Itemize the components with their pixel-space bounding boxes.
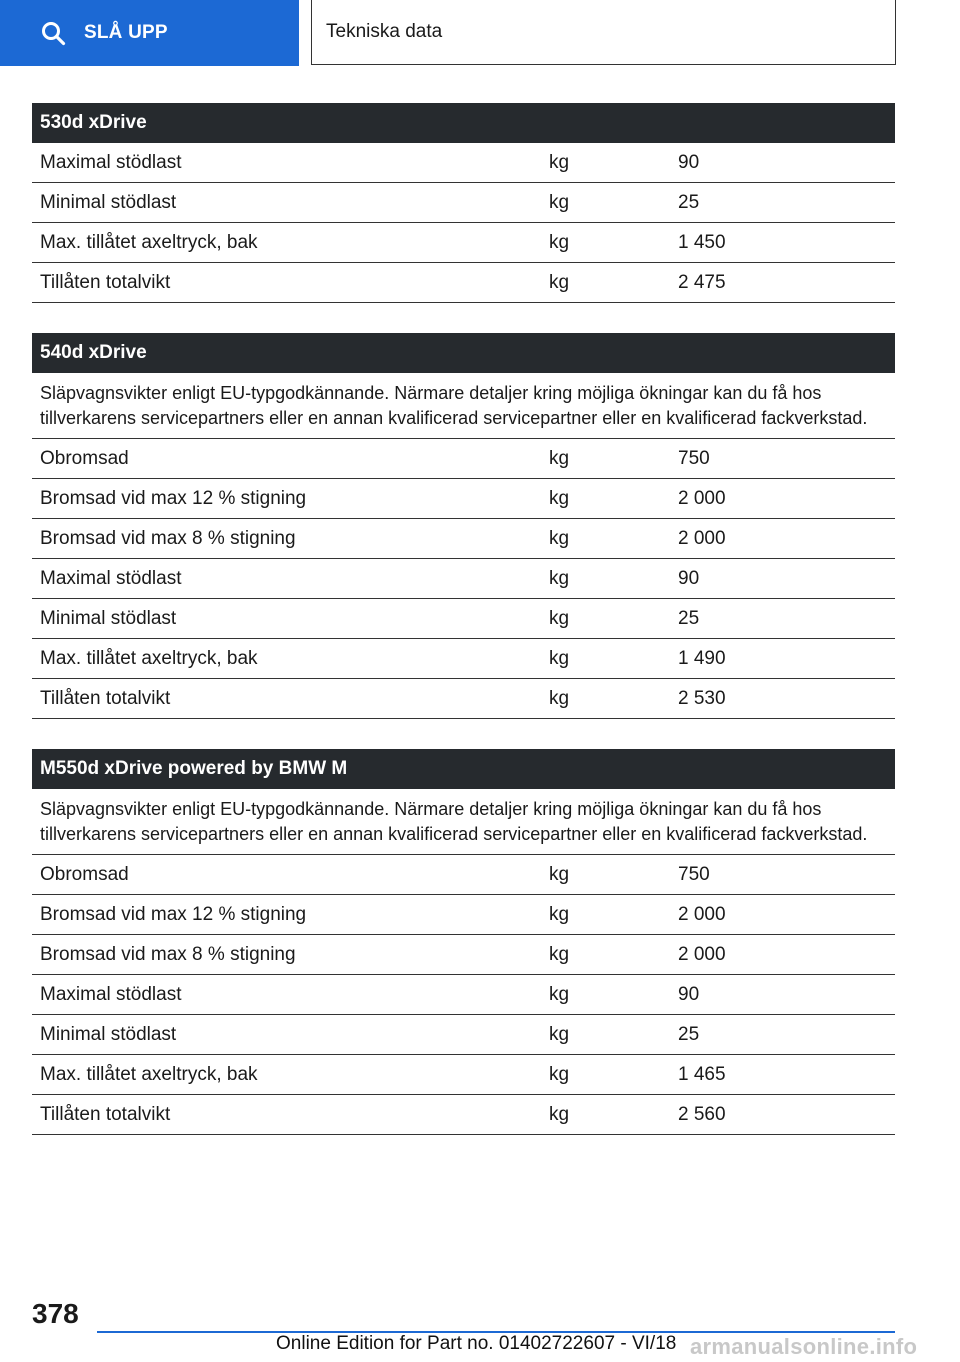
spec-section bbox=[32, 749, 895, 1135]
row-label: Maximal stödlast bbox=[40, 983, 182, 1005]
row-unit: kg bbox=[549, 687, 570, 709]
row-unit: kg bbox=[549, 567, 570, 589]
row-value: 25 bbox=[678, 607, 700, 629]
table-row bbox=[32, 679, 895, 719]
row-label: Tillåten totalvikt bbox=[40, 1103, 171, 1125]
row-unit: kg bbox=[549, 863, 570, 885]
row-unit: kg bbox=[549, 1063, 570, 1085]
section-title: 530d xDrive bbox=[32, 103, 895, 143]
search-button[interactable] bbox=[0, 0, 299, 66]
row-value: 1 450 bbox=[678, 231, 726, 253]
section-title: M550d xDrive powered by BMW M bbox=[32, 749, 895, 789]
row-value: 25 bbox=[678, 1023, 700, 1045]
row-value: 2 000 bbox=[678, 527, 726, 549]
row-label: Obromsad bbox=[40, 863, 129, 885]
page-number: 378 bbox=[32, 1298, 79, 1329]
row-value: 2 560 bbox=[678, 1103, 726, 1125]
row-label: Minimal stödlast bbox=[40, 607, 177, 629]
page-footer bbox=[0, 1290, 960, 1362]
row-value: 25 bbox=[678, 191, 700, 213]
row-label: Bromsad vid max 8 % stigning bbox=[40, 943, 296, 965]
row-unit: kg bbox=[549, 271, 570, 293]
row-label: Minimal stödlast bbox=[40, 1023, 177, 1045]
row-label: Maximal stödlast bbox=[40, 567, 182, 589]
table-row bbox=[32, 639, 895, 679]
row-value: 1 465 bbox=[678, 1063, 726, 1085]
row-value: 750 bbox=[678, 863, 710, 885]
row-label: Max. tillåtet axeltryck, bak bbox=[40, 647, 258, 669]
row-label: Bromsad vid max 12 % stigning bbox=[40, 487, 307, 509]
row-unit: kg bbox=[549, 983, 570, 1005]
table-row bbox=[32, 1095, 895, 1135]
table-row bbox=[32, 479, 895, 519]
row-unit: kg bbox=[549, 487, 570, 509]
row-value: 90 bbox=[678, 151, 700, 173]
row-unit: kg bbox=[549, 943, 570, 965]
section-note: Släpvagnsvikter enligt EU-typgodkännande. Närmare detaljer kring möjliga ökningar kan du få hos tillverkarens servicepartners eller en annan kvalificerad servicepartner eller en kvalificerad fackverkstad. bbox=[32, 373, 895, 439]
page-title: Tekniska data bbox=[311, 0, 896, 65]
row-value: 1 490 bbox=[678, 647, 726, 669]
spec-section bbox=[32, 103, 895, 303]
table-row bbox=[32, 895, 895, 935]
row-unit: kg bbox=[549, 607, 570, 629]
row-value: 90 bbox=[678, 983, 700, 1005]
row-value: 750 bbox=[678, 447, 710, 469]
table-row bbox=[32, 223, 895, 263]
table-row bbox=[32, 1055, 895, 1095]
row-label: Tillåten totalvikt bbox=[40, 271, 171, 293]
table-row bbox=[32, 439, 895, 479]
row-unit: kg bbox=[549, 903, 570, 925]
row-unit: kg bbox=[549, 231, 570, 253]
row-unit: kg bbox=[549, 151, 570, 173]
spec-section bbox=[32, 333, 895, 719]
watermark: armanualsonline.info bbox=[690, 1334, 918, 1359]
row-unit: kg bbox=[549, 191, 570, 213]
table-row bbox=[32, 855, 895, 895]
row-label: Bromsad vid max 12 % stigning bbox=[40, 903, 307, 925]
search-button-label: SLÅ UPP bbox=[84, 22, 168, 43]
row-label: Max. tillåtet axeltryck, bak bbox=[40, 1063, 258, 1085]
section-note: Släpvagnsvikter enligt EU-typgodkännande. Närmare detaljer kring möjliga ökningar kan du få hos tillverkarens servicepartners eller en annan kvalificerad servicepartner eller en kvalificerad fackverkstad. bbox=[32, 789, 895, 855]
top-bar bbox=[0, 0, 960, 66]
table-row bbox=[32, 935, 895, 975]
row-value: 2 000 bbox=[678, 903, 726, 925]
table-row bbox=[32, 143, 895, 183]
row-value: 2 000 bbox=[678, 943, 726, 965]
search-icon bbox=[40, 20, 66, 46]
spec-tables bbox=[32, 103, 895, 1165]
row-label: Tillåten totalvikt bbox=[40, 687, 171, 709]
row-unit: kg bbox=[549, 447, 570, 469]
row-label: Minimal stödlast bbox=[40, 191, 177, 213]
table-row bbox=[32, 263, 895, 303]
row-value: 2 475 bbox=[678, 271, 726, 293]
row-label: Bromsad vid max 8 % stigning bbox=[40, 527, 296, 549]
table-row bbox=[32, 1015, 895, 1055]
section-title: 540d xDrive bbox=[32, 333, 895, 373]
row-value: 2 530 bbox=[678, 687, 726, 709]
row-unit: kg bbox=[549, 1023, 570, 1045]
row-value: 2 000 bbox=[678, 487, 726, 509]
row-unit: kg bbox=[549, 1103, 570, 1125]
row-unit: kg bbox=[549, 527, 570, 549]
table-row bbox=[32, 975, 895, 1015]
table-row bbox=[32, 559, 895, 599]
row-unit: kg bbox=[549, 647, 570, 669]
table-row bbox=[32, 519, 895, 559]
row-value: 90 bbox=[678, 567, 700, 589]
row-label: Maximal stödlast bbox=[40, 151, 182, 173]
row-label: Max. tillåtet axeltryck, bak bbox=[40, 231, 258, 253]
table-row bbox=[32, 599, 895, 639]
edition-text: Online Edition for Part no. 01402722607 - VI/18 bbox=[276, 1333, 677, 1354]
row-label: Obromsad bbox=[40, 447, 129, 469]
table-row bbox=[32, 183, 895, 223]
